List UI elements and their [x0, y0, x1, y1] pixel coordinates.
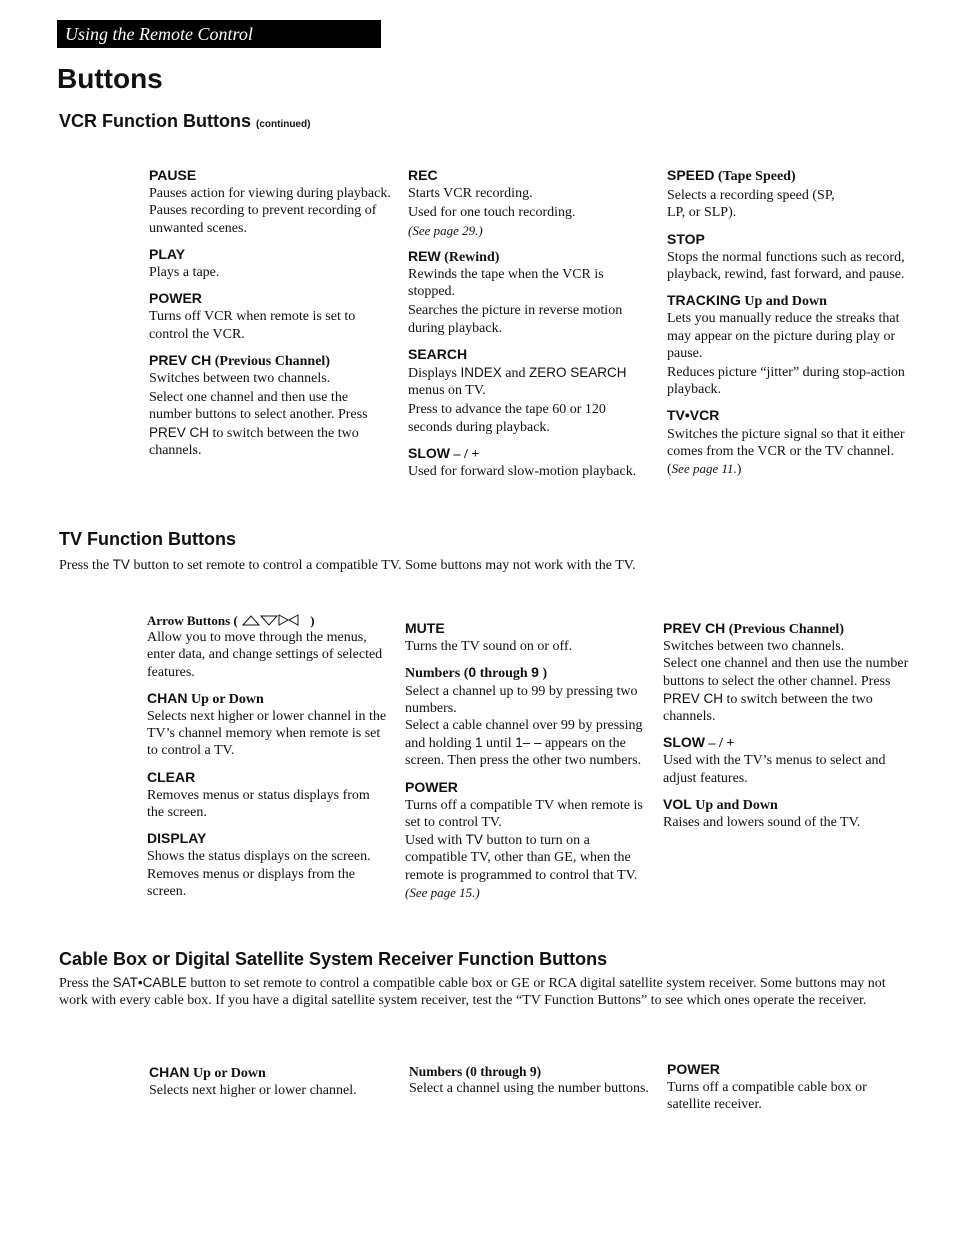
vcr-section-heading: [59, 110, 310, 136]
pause-desc-1: Pauses action for viewing during playback.: [149, 186, 391, 202]
cable-column-3: [667, 1061, 909, 1123]
vcr-speed-entry: [667, 167, 909, 222]
sat-cable-button-ref: SAT•CABLE: [112, 975, 187, 990]
tv-button-ref-2: TV: [465, 832, 483, 848]
tv-column-1: [147, 612, 387, 909]
zero-search-button-ref: ZERO SEARCH: [528, 365, 627, 381]
tv-clear-entry: [147, 769, 387, 822]
stop-label: STOP: [667, 230, 705, 247]
vol-desc: Raises and lowers sound of the TV.: [663, 815, 861, 831]
page-header-title: Using the Remote Control: [65, 24, 253, 44]
rec-page-ref: (See page 29.): [408, 222, 483, 238]
vcr-power-entry: [149, 290, 394, 343]
cable-section-intro: Press the SAT•CABLE button to set remote to control a compatible cable box or GE or RCA digital satellite system receiver. Some buttons may not work with every cable box. If you have a digital satellite system receiver, test the “TV Function Buttons” to see which ones operate the receiver.: [59, 975, 886, 1009]
vcr-column-2: [408, 167, 652, 489]
vcr-rew-entry: [408, 248, 652, 337]
tv-display-entry: [147, 830, 387, 900]
rec-desc-1: Starts VCR recording.: [408, 186, 533, 202]
cable-numbers-label: Numbers (0 through 9): [409, 1064, 542, 1079]
index-button-ref: INDEX: [460, 365, 502, 381]
clear-desc: Removes menus or status displays from the screen.: [147, 787, 370, 821]
tv-power-entry: [405, 779, 650, 902]
rec-label: REC: [408, 167, 438, 183]
tv-vol-entry: [663, 796, 909, 831]
numbers-desc-2: Select a cable channel over 99 by pressing and holding 1 until 1– – appears on the screen. Then press the other two numbers.: [405, 718, 643, 769]
rew-label: REW: [408, 247, 441, 264]
pause-desc-2: Pauses recording to prevent recording of unwanted scenes.: [149, 203, 377, 236]
rew-desc-2: Searches the picture in reverse motion during playback.: [408, 303, 623, 336]
vcr-slow-desc: Used for forward slow-motion playback.: [408, 464, 637, 480]
tv-chan-entry: [147, 690, 387, 760]
tracking-label: TRACKING: [667, 292, 741, 309]
tv-chan-qualifier: Up or Down: [190, 691, 264, 707]
speed-label: SPEED: [667, 167, 715, 183]
rew-desc-1: Rewinds the tape when the VCR is stopped.: [408, 267, 604, 300]
tv-power-page-ref: (See page 15.): [405, 884, 480, 900]
arrows-label: Arrow Buttons (: [147, 613, 238, 628]
prevch-button-ref: PREV CH: [149, 424, 210, 440]
cable-column-2: [409, 1063, 649, 1106]
vcr-prevch-qualifier: (Previous Channel): [214, 353, 330, 369]
vcr-heading-note: (continued): [256, 119, 311, 130]
vcr-rec-entry: [408, 167, 652, 239]
tv-prevch-qualifier: (Previous Channel): [728, 622, 844, 637]
tv-slow-desc: Used with the TV’s menus to select and adjust features.: [663, 753, 886, 786]
speed-desc: Selects a recording speed (SP, LP, or SLP).: [667, 188, 835, 221]
display-label: DISPLAY: [147, 830, 207, 847]
vcr-tvvcr-entry: [667, 407, 909, 478]
tv-mute-entry: [405, 620, 650, 655]
play-label: PLAY: [149, 245, 186, 262]
rec-desc-2: Used for one touch recording.: [408, 205, 576, 221]
tv-column-3: [663, 620, 909, 840]
cable-chan-entry: [149, 1064, 389, 1099]
tv-prevch-desc-2: Select one channel and then use the number buttons to select the other channel. Press PREV CH to switch between the two channels.: [663, 656, 909, 725]
tvvcr-label: TV•VCR: [667, 407, 720, 424]
tv-power-desc-1: Turns off a compatible TV when remote is set to control TV.: [405, 797, 643, 831]
tracking-qualifier: Up and Down: [744, 294, 827, 310]
vcr-slow-qualifier: – / +: [453, 446, 480, 462]
tvvcr-page-ref: See page 11.: [671, 461, 737, 477]
vol-label: VOL: [663, 795, 692, 812]
clear-label: CLEAR: [147, 768, 196, 785]
vcr-tracking-entry: [667, 292, 909, 398]
cable-chan-label: CHAN: [149, 1064, 190, 1080]
page-title: Buttons: [57, 63, 163, 94]
vcr-prevch-desc-1: Switches between two channels.: [149, 371, 331, 387]
tv-chan-desc: Selects next higher or lower channel in the TV’s channel memory when remote is set to control a TV.: [147, 709, 387, 759]
tv-power-desc-2: Used with TV button to turn on a compatible TV, other than GE, when the remote is programmed to control that TV. (See page 15.): [405, 832, 638, 900]
vcr-pause-entry: [149, 167, 394, 237]
tv-arrows-entry: [147, 612, 387, 681]
mute-label: MUTE: [405, 620, 445, 636]
search-desc-1: Displays INDEX and ZERO SEARCH menus on TV.: [408, 365, 627, 399]
mute-desc: Turns the TV sound on or off.: [405, 639, 573, 655]
vcr-column-3: [667, 167, 909, 487]
display-desc-1: Shows the status displays on the screen.: [147, 849, 371, 865]
vcr-search-entry: [408, 346, 652, 436]
vcr-slow-label: SLOW: [408, 444, 450, 461]
tv-chan-label: CHAN: [147, 689, 188, 706]
vcr-prevch-label: PREV CH: [149, 351, 212, 368]
tv-slow-label: SLOW: [663, 734, 705, 751]
speed-qualifier: (Tape Speed): [717, 169, 796, 184]
stop-desc: Stops the normal functions such as record, playback, rewind, fast forward, and pause.: [667, 249, 905, 283]
pause-label: PAUSE: [149, 167, 197, 183]
arrows-label-close: ): [310, 613, 315, 628]
tv-power-label: POWER: [405, 778, 458, 795]
vcr-power-label: POWER: [149, 290, 202, 307]
vcr-power-desc: Turns off VCR when remote is set to control the VCR.: [149, 309, 356, 342]
numbers-label: Numbers (0 through 9 ): [405, 664, 548, 682]
vcr-heading-text: VCR Function Buttons: [59, 111, 251, 131]
cable-power-label: POWER: [667, 1061, 720, 1077]
vcr-slow-entry: [408, 445, 652, 480]
vcr-stop-entry: [667, 231, 909, 284]
cable-numbers-entry: [409, 1063, 649, 1097]
tv-slow-entry: [663, 734, 909, 787]
tv-slow-qualifier: – / +: [708, 736, 735, 752]
tv-column-2: [405, 620, 650, 911]
tracking-desc-1: Lets you manually reduce the streaks that may appear on the picture during play or pause.: [667, 311, 900, 361]
cable-chan-desc: Selects next higher or lower channel.: [149, 1083, 357, 1099]
play-desc: Plays a tape.: [149, 265, 220, 281]
display-desc-2: Removes menus or displays from the screen.: [147, 866, 356, 899]
vcr-prevch-entry: [149, 352, 394, 459]
tracking-desc-2: Reduces picture “jitter” during stop-action playback.: [667, 365, 905, 398]
tv-prevch-desc-1: Switches between two channels.: [663, 639, 845, 655]
tv-button-ref: TV: [112, 557, 130, 572]
tv-prevch-label: PREV CH: [663, 620, 726, 636]
tvvcr-desc: Switches the picture signal so that it either comes from the VCR or the TV channel. (See page 11.): [667, 426, 905, 478]
tv-prevch-entry: [663, 620, 909, 725]
tv-section-intro: Press the TV button to set remote to control a compatible TV. Some buttons may not work with the TV.: [59, 557, 636, 573]
rew-qualifier: (Rewind): [444, 249, 500, 265]
arrow-buttons-icon: [241, 613, 307, 627]
cable-chan-qualifier: Up or Down: [192, 1066, 266, 1081]
cable-power-desc: Turns off a compatible cable box or satellite receiver.: [667, 1080, 867, 1113]
vcr-play-entry: [149, 246, 394, 281]
search-label: SEARCH: [408, 345, 468, 362]
tv-prevch-button-ref: PREV CH: [663, 690, 724, 706]
tv-section-heading: TV Function Buttons: [59, 529, 236, 549]
cable-column-1: [149, 1064, 389, 1108]
cable-section-heading: Cable Box or Digital Satellite System Receiver Function Buttons: [59, 949, 608, 969]
numbers-desc-1: Select a channel up to 99 by pressing two numbers.: [405, 683, 638, 716]
vcr-column-1: [149, 167, 394, 468]
tv-numbers-entry: [405, 664, 650, 769]
cable-power-entry: [667, 1061, 909, 1114]
vcr-prevch-desc-2: Select one channel and then use the number buttons to select another. Press PREV CH to switch between the two channels.: [149, 390, 368, 458]
vol-qualifier: Up and Down: [695, 797, 778, 813]
page-header-bar: [57, 20, 381, 48]
search-desc-2: Press to advance the tape 60 or 120 seconds during playback.: [408, 402, 606, 435]
cable-numbers-desc: Select a channel using the number buttons.: [409, 1081, 649, 1097]
arrows-desc: Allow you to move through the menus, enter data, and change settings of selected features.: [147, 630, 383, 680]
